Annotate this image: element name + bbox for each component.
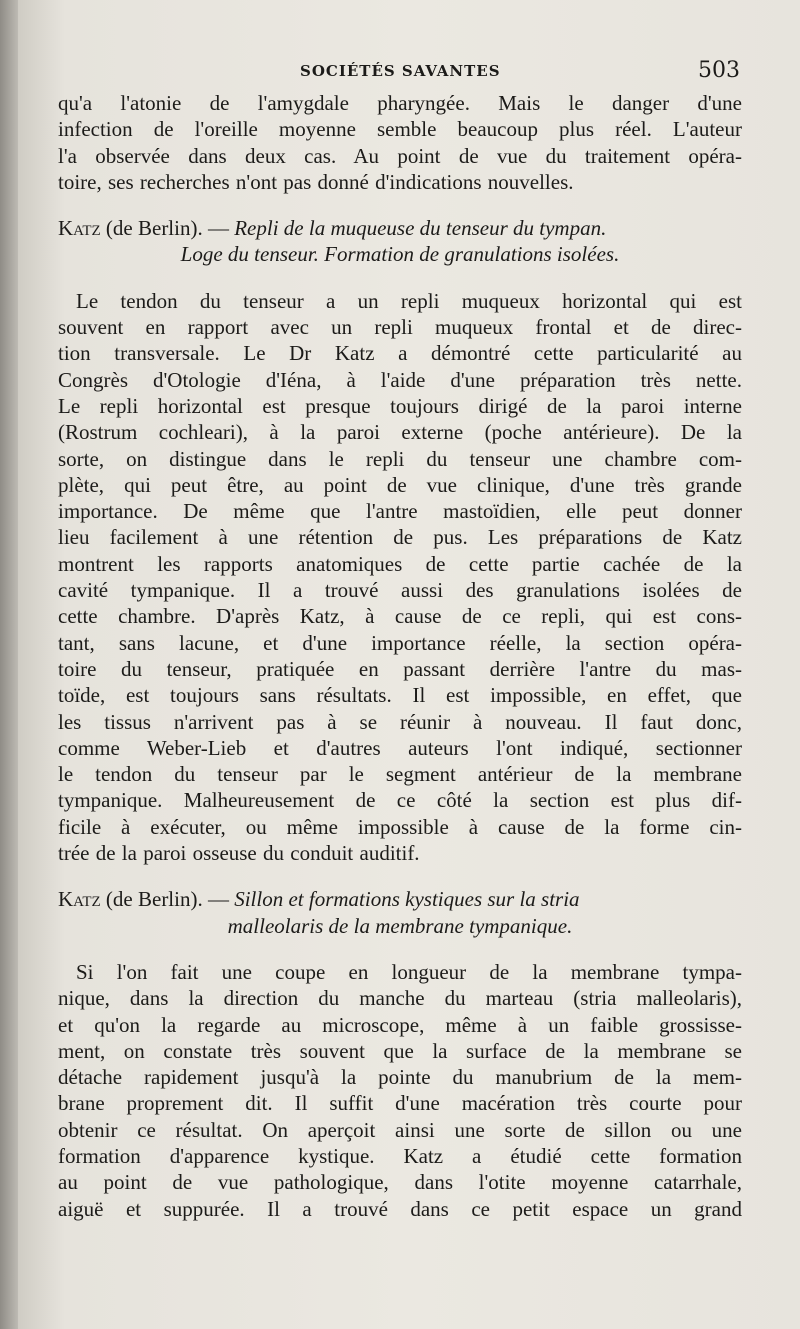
- text-line: brane proprement dit. Il suffit d'une macération très courte pour: [58, 1091, 742, 1116]
- author-place: (de Berlin). —: [105, 216, 229, 241]
- section-heading-2: [58, 886, 742, 939]
- paragraph: [58, 959, 742, 1222]
- text-line: qu'a l'atonie de l'amygdale pharyngée. Mais le danger d'une: [58, 91, 742, 115]
- text-line: les tissus n'arrivent pas à se réunir à nouveau. Il faut donc,: [58, 709, 742, 734]
- author-name: Katz: [58, 887, 101, 912]
- running-title: SOCIÉTÉS SAVANTES: [300, 62, 501, 80]
- text-line: tant, sans lacune, et d'une importance réelle, la section opéra-: [58, 630, 742, 655]
- text-line: Si l'on fait une coupe en longueur de la membrane tympa-: [76, 959, 742, 984]
- paragraph-continuation: [58, 90, 742, 195]
- author-place: (de Berlin). —: [105, 887, 229, 912]
- text-line: ficile à exécuter, ou même impossible à cause de la forme cin-: [58, 814, 742, 839]
- text-line: Le tendon du tenseur a un repli muqueux horizontal qui est: [76, 288, 742, 313]
- text-line: aiguë et suppurée. Il a trouvé dans ce petit espace un grand: [58, 1196, 742, 1221]
- text-line: sorte, on distingue dans le repli du tenseur une chambre com-: [58, 446, 742, 471]
- text-line: tympanique. Malheureusement de ce côté la section est plus dif-: [58, 788, 742, 813]
- text-line: Congrès d'Otologie d'Iéna, à l'aide d'une préparation très nette.: [58, 367, 742, 392]
- text-line: infection de l'oreille moyenne semble beaucoup plus réel. L'auteur: [58, 117, 742, 142]
- article-title-cont: Loge du tenseur. Formation de granulations isolées.: [180, 242, 620, 267]
- text-line: et qu'on la regarde au microscope, même à un faible grossisse-: [58, 1012, 742, 1037]
- text-line: ment, on constate très souvent que la surface de la membrane se: [58, 1038, 742, 1063]
- text-line: le tendon du tenseur par le segment antérieur de la membrane: [58, 762, 742, 787]
- text-line: tion transversale. Le Dr Katz a démontré cette particularité au: [58, 341, 742, 366]
- text-line: plète, qui peut être, au point de vue clinique, d'une très grande: [58, 472, 742, 497]
- text-line: montrent les rapports anatomiques de cette partie cachée de la: [58, 551, 742, 576]
- text-line: l'a observée dans deux cas. Au point de vue du traitement opéra-: [58, 143, 742, 168]
- text-line: cavité tympanique. Il a trouvé aussi des granulations isolées de: [58, 578, 742, 603]
- text-line: importance. De même que l'antre mastoïdien, elle peut donner: [58, 499, 742, 524]
- text-line: lieu facilement à une rétention de pus. Les préparations de Katz: [58, 525, 742, 550]
- body-text: [58, 90, 742, 1222]
- text-line: formation d'apparence kystique. Katz a étudié cette formation: [58, 1143, 742, 1168]
- text-line: nique, dans la direction du manche du marteau (stria malleolaris),: [58, 986, 742, 1011]
- section-heading-1: [58, 215, 742, 268]
- article-title: Repli de la muqueuse du tenseur du tympan.: [234, 216, 607, 241]
- text-line: cette chambre. D'après Katz, à cause de ce repli, qui est cons-: [58, 604, 742, 629]
- article-title-cont: malleolaris de la membrane tympanique.: [227, 913, 573, 938]
- text-line: toire du tenseur, pratiquée en passant derrière l'antre du mas-: [58, 656, 742, 681]
- paragraph: [58, 288, 742, 867]
- text-line: trée de la paroi osseuse du conduit auditif.: [58, 841, 420, 866]
- text-line: Le repli horizontal est presque toujours dirigé de la paroi interne: [58, 393, 742, 418]
- text-line: détache rapidement jusqu'à la pointe du manubrium de la mem-: [58, 1065, 742, 1090]
- page-number: 503: [698, 58, 740, 83]
- page-header: [0, 58, 800, 90]
- text-line: obtenir ce résultat. On aperçoit ainsi une sorte de sillon ou une: [58, 1117, 742, 1142]
- text-line: au point de vue pathologique, dans l'otite moyenne catarrhale,: [58, 1170, 742, 1195]
- text-line: comme Weber-Lieb et d'autres auteurs l'ont indiqué, sectionner: [58, 735, 742, 760]
- text-line: souvent en rapport avec un repli muqueux frontal et de direc-: [58, 315, 742, 340]
- author-name: Katz: [58, 216, 101, 241]
- article-title: Sillon et formations kystiques sur la stria: [234, 887, 580, 912]
- text-line: toire, ses recherches n'ont pas donné d'indications nouvelles.: [58, 169, 574, 194]
- text-line: (Rostrum cochleari), à la paroi externe (poche antérieure). De la: [58, 420, 742, 445]
- page-edge-shadow: [0, 0, 18, 1329]
- text-line: toïde, est toujours sans résultats. Il est impossible, en effet, que: [58, 683, 742, 708]
